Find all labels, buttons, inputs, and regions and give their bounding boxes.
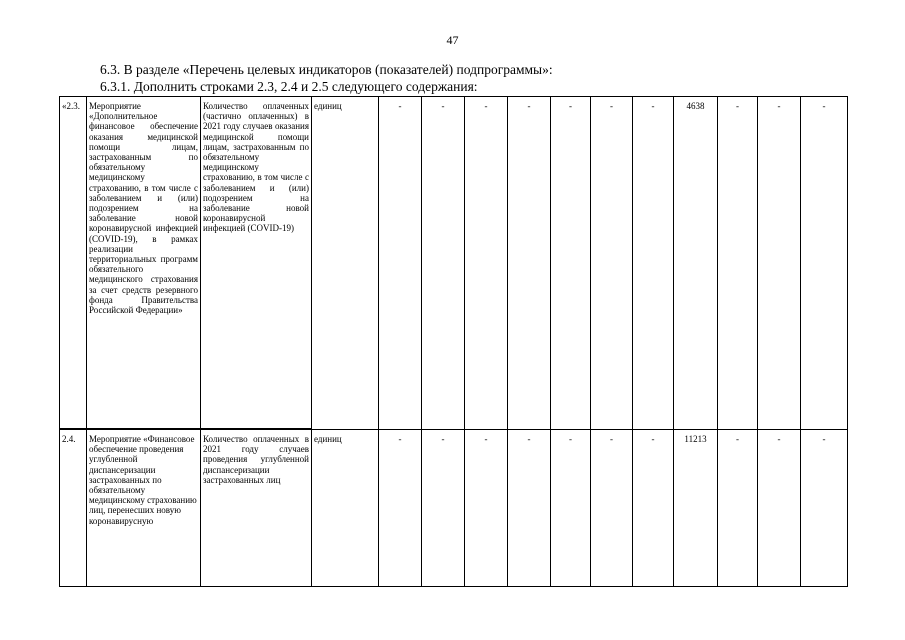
value-cell: - — [718, 429, 758, 587]
value-cell: - — [422, 429, 465, 587]
value-cell: 11213 — [674, 429, 718, 587]
value-cell: - — [551, 97, 591, 430]
value-cell: - — [801, 429, 848, 587]
value-cell: - — [379, 97, 422, 430]
value-cell: - — [591, 97, 633, 430]
value-cell: - — [379, 429, 422, 587]
page-number: 47 — [446, 33, 459, 47]
value-cell: - — [801, 97, 848, 430]
table-row — [60, 429, 848, 587]
row-number: 2.4. — [60, 429, 87, 587]
indicators-table — [59, 96, 848, 587]
subsection-heading: 6.3.1. Дополнить строками 2.3, 2.4 и 2.5 следующего содержания: — [100, 79, 478, 94]
value-cell: - — [758, 429, 801, 587]
value-cell: - — [758, 97, 801, 430]
value-cell: 4638 — [674, 97, 718, 430]
value-cell: - — [465, 97, 508, 430]
value-cell: - — [465, 429, 508, 587]
unit-cell: единиц — [312, 429, 379, 587]
indicator-cell: Количество оплаченных в 2021 году случаев проведения углубленной диспансеризации застрахованных лиц — [201, 429, 312, 587]
row-number: «2.3. — [60, 97, 87, 430]
table-row — [60, 97, 848, 430]
indicator-cell: Количество оплаченных (частично оплаченных) в 2021 году случаев оказания медицинской помощи лицам, застрахованным по обязательному медицинскому страхованию, в том числе с заболеванием и (или) подозрением на заболевание новой коронавирусной инфекцией (COVID-19) — [201, 97, 312, 430]
value-cell: - — [422, 97, 465, 430]
value-cell: - — [551, 429, 591, 587]
value-cell: - — [633, 97, 674, 430]
value-cell: - — [633, 429, 674, 587]
event-cell: Мероприятие «Дополнительное финансовое обеспечение оказания медицинской помощи лицам, застрахованным по обязательному медицинскому страхованию, в том числе с заболеванием и (или) подозрением на заболевание новой коронавирусной инфекцией (COVID-19), в рамках реализации территориальных программ обязательного медицинского страхования за счет средств резервного фонда Правительства Российской Федерации» — [87, 97, 201, 430]
event-cell: Мероприятие «Финансовое обеспечение проведения углубленной диспансеризации застрахованных по обязательному медицинскому страхованию лиц, перенесших новую коронавирусную — [87, 429, 201, 587]
unit-cell: единиц — [312, 97, 379, 430]
value-cell: - — [718, 97, 758, 430]
value-cell: - — [508, 429, 551, 587]
value-cell: - — [591, 429, 633, 587]
section-heading: 6.3. В разделе «Перечень целевых индикаторов (показателей) подпрограммы»: — [100, 62, 553, 77]
value-cell: - — [508, 97, 551, 430]
